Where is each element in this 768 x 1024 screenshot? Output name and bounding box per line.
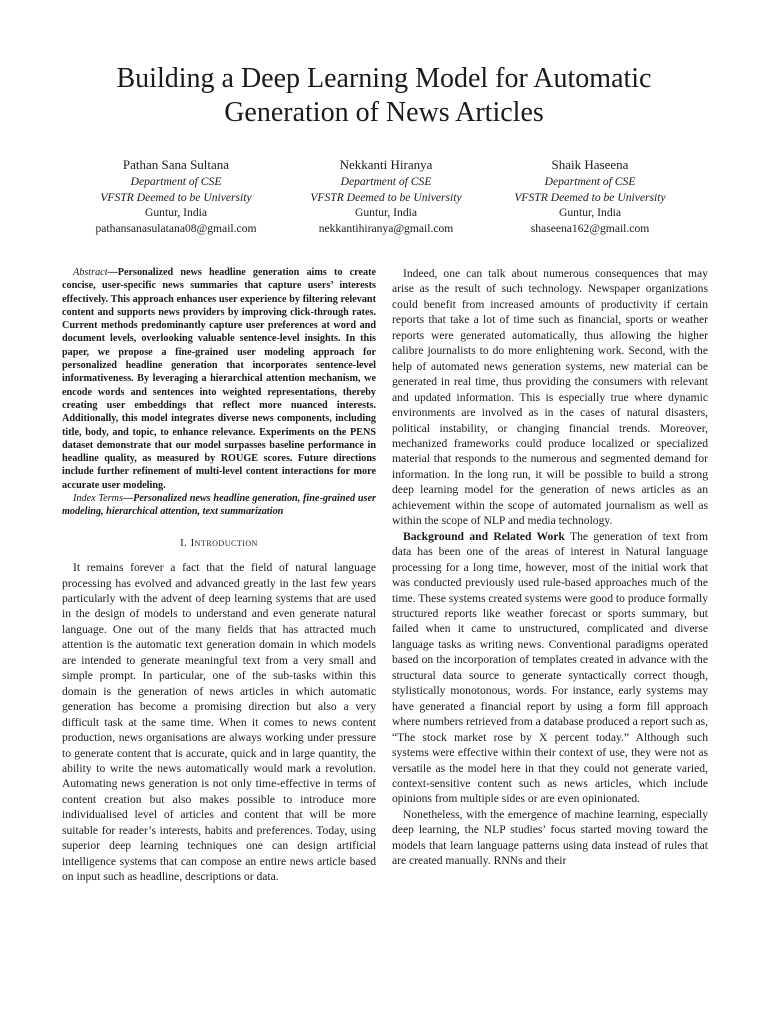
left-column (62, 266, 376, 885)
abstract (62, 266, 376, 492)
author-dept: Department of CSE (340, 175, 432, 188)
author-dept: Department of CSE (130, 175, 222, 188)
section-title: Introduction (190, 536, 258, 549)
author-city: Guntur, India (355, 206, 417, 219)
title-line-2: Generation of News Articles (224, 97, 544, 128)
author-email: shaseena162@gmail.com (530, 221, 650, 235)
index-terms-label: Index Terms (73, 493, 123, 505)
section-heading-introduction (62, 536, 376, 551)
abstract-label: Abstract (73, 267, 108, 278)
author-univ: VFSTR Deemed to be University (514, 190, 666, 204)
author-1 (66, 156, 286, 236)
author-2 (276, 156, 496, 236)
author-city: Guntur, India (559, 206, 621, 219)
background-paragraph-2: Nonetheless, with the emergence of machine learning, especially deep learning, the NLP studies’ focus started moving toward the models that learn language patterns using data instead of rules that are created manually. RNNs and their (392, 807, 708, 868)
author-univ: VFSTR Deemed to be University (310, 190, 462, 204)
section-number: I. (180, 536, 188, 549)
author-city: Guntur, India (145, 206, 207, 219)
background-paragraph-1 (392, 529, 708, 807)
author-name: Nekkanti Hiranya (339, 157, 433, 172)
author-email: nekkantihiranya@gmail.com (318, 221, 454, 235)
intro-paragraph-1: It remains forever a fact that the field of natural language processing has evolved and advanced greatly in the last few years particularly with the advent of deep learning systems that are used in the design of models to understand and even generate natural language. One out of the many fields that has attracted much attention is the automatic text generation domain in which models are intended to generate meaningful text from a very small and simple prompt. In particular, one of the sub-tasks within this domain is the generation of news articles in which automatic generation has become a promising direction but also a very difficult task at the same time. When it comes to news content production, news organisations are always working under pressure to generate content that is accurate, quick and in large quantity, the ability to write the news automatically would mark a revolution. Automating news generation is not only time-effective in terms of content creation but also makes possible to introduce more individualised level of articles and content that will be more suitable for reader’s interests, habits and preferences. Today, using superior deep learning techniques one can design artificial intelligence systems that can compose an entire news article based on input such as headline, descriptions or data. (62, 561, 376, 884)
index-terms (62, 492, 376, 519)
author-dept: Department of CSE (544, 175, 636, 188)
background-heading: Background and Related Work (403, 529, 565, 543)
right-column (392, 266, 708, 869)
author-email: pathansanasulatana08@gmail.com (95, 221, 257, 235)
author-3 (480, 156, 700, 236)
background-text: The generation of text from data has been one of the areas of interest in Natural language processing for a long time, however, most of the initial work that was conducted previously used rule-based approaches much of the time. These systems created systems were good to produce formally structured reports like weather forecast or sports summary, but failed when it came to unstructured, complicated and diverse language tasks as writing news. Conventional paradigms operated based on the incorporation of templates created in advance with the structural data source to generate syntactically correct though, stylistically monotonous, words. For instance, early systems may have generated a financial report by using a form fill approach where numbers retrieved from a database produced a report such as, “The stock market rose by X percent today.” Although such systems were effective within their context of use, they were not as versatile as the model here in that they could not generate varied, context-sensitive content such as news articles, which include opinions from multiple sides or are even opinionated. (392, 529, 708, 806)
abstract-text: —Personalized news headline generation aims to create concise, user-specific news summaries that capture users’ interests effectively. This approach enhances user experience by filtering relevant content and supports news providers by improving click-through rates. Current methods predominantly capture user preferences at word and document levels, overlooking valuable sentence-level insights. In this paper, we propose a fine-grained user modeling approach for personalized headline generation that incorporates sentence-level informativeness. By leveraging a hierarchical attention mechanism, we encode words and sentences into weighted representations, thereby creating user embeddings that reflect more nuanced interests. Additionally, this model integrates diverse news components, including title, body, and topic, to enhance relevance. Experiments on the PENS dataset demonstrate that our model surpasses baseline performance in headline quality, as measured by ROUGE scores. Future directions include further refinement of multi-level content interactions for more accurate user modeling. (62, 267, 376, 491)
author-name: Pathan Sana Sultana (122, 157, 230, 172)
index-terms-text: —Personalized news headline generation, fine-grained user modeling, hierarchical attention, text summarization (62, 493, 376, 518)
author-name: Shaik Haseena (551, 157, 629, 172)
intro-paragraph-2: Indeed, one can talk about numerous consequences that may arise as the result of such technology. Newspaper organizations could benefit from increased amounts of productivity if certain reports that take a lot of time such as financial, sports or weather reports were generated automatically, thus allowing the higher calibre journalists to do more enlightening work. Second, with the help of automated news generation systems, new material can be generated in real time, thus providing the consumers with relevant and updated information. This is especially true where dynamic environments are involved as in the cases of natural disasters, political instability, or changing financial trends. Moreover, mechanized frameworks could produce localized or specialized material that responds to the numerous and segmented demand for information. In the long run, it will be possible to build a strong deep learning model for the generation of news articles as an achievement within the scope of automated journalism as well as within the scope of NLP and media technology. (392, 267, 708, 528)
author-univ: VFSTR Deemed to be University (100, 190, 252, 204)
paper-title (40, 62, 728, 130)
title-line-1: Building a Deep Learning Model for Automatic (116, 63, 652, 94)
